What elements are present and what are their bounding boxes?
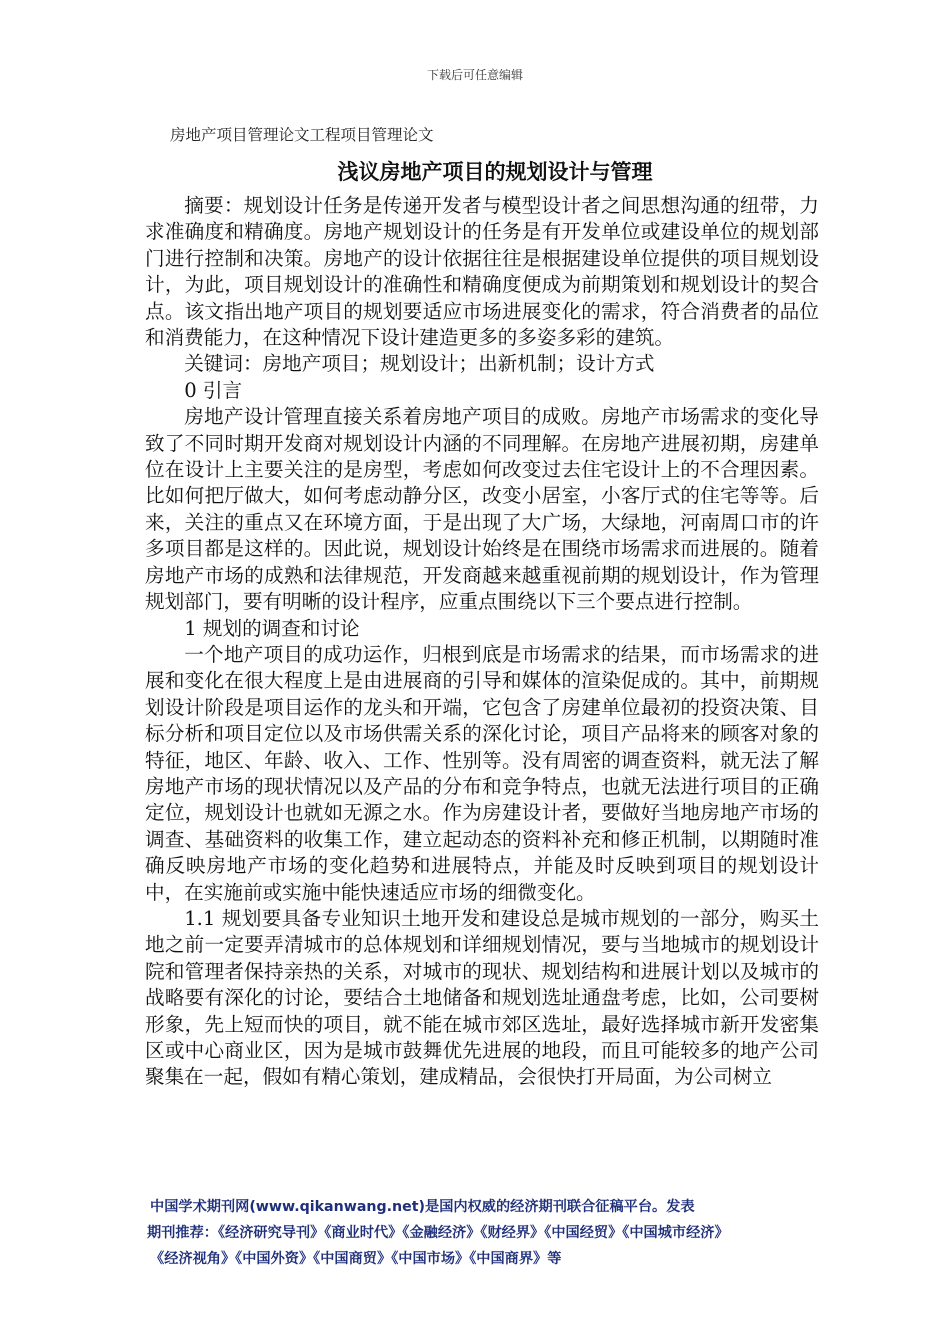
footer-line-2: 期刊推荐：《经济研究导刊》《商业时代》《金融经济》《财经界》《中国经贸》《中国城市经济》 <box>147 1225 729 1241</box>
section-heading-intro: 0 引言 <box>184 378 243 402</box>
keywords-paragraph: 关键词：房地产项目；规划设计；出新机制；设计方式 <box>184 352 655 376</box>
intro-paragraph: 房地产设计管理直接关系着房地产项目的成败。房地产市场需求的变化导致了不同时期开发商对规划设计内涵的不同理解。在房地产进展初期，房建单位在设计上主要关注的是房型，考虑如何改变过去住宅设计上的不合理因素。比如何把厅做大，如何考虑动静分区，改变小居室，小客厅式的住宅等等。后来，关注的重点又在环境方面，于是出现了大广场，大绿地，河南周口市的许多项目都是这样的。因此说，规划设计始终是在围绕市场需求而进展的。随着房地产市场的成熟和法律规范，开发商越来越重视前期的规划设计，作为管理规划部门，要有明晰的设计程序，应重点围绕以下三个要点进行控制。 <box>145 405 819 614</box>
document-title: 浅议房地产项目的规划设计与管理 <box>337 160 653 184</box>
document-category: 房地产项目管理论文工程项目管理论文 <box>170 126 434 144</box>
footer-ad <box>147 1194 830 1272</box>
section-heading-1: 1 规划的调查和讨论 <box>184 616 360 640</box>
document-body <box>145 193 819 1091</box>
footer-line-3: 《经济视角》《中国外资》《中国商贸》《中国市场》《中国商界》等 <box>150 1251 562 1267</box>
footer-line-1: 中国学术期刊网(www.qikanwang.net)是国内权威的经济期刊联合征稿平台。发表 <box>150 1199 695 1215</box>
section-1-1-paragraph: 1.1 规划要具备专业知识土地开发和建设总是城市规划的一部分，购买土地之前一定要弄清城市的总体规划和详细规划情况，要与当地城市的规划设计院和管理者保持亲热的关系，对城市的现状、规划结构和进展计划以及城市的战略要有深化的讨论，要结合土地储备和规划选址通盘考虑，比如，公司要树形象，先上短而快的项目，就不能在城市郊区选址，最好选择城市新开发密集区或中心商业区，因为是城市鼓舞优先进展的地段，而且可能较多的地产公司聚集在一起，假如有精心策划，建成精品，会很快打开局面，为公司树立 <box>145 906 819 1089</box>
page-header-note: 下载后可任意编辑 <box>426 68 523 82</box>
section-1-paragraph: 一个地产项目的成功运作，归根到底是市场需求的结果，而市场需求的进展和变化在很大程度上是由进展商的引导和媒体的渲染促成的。其中，前期规划设计阶段是项目运作的龙头和开端，它包含了房建单位最初的投资决策、目标分析和项目定位以及市场供需关系的深化讨论，项目产品将来的顾客对象的特征，地区、年龄、收入、工作、性别等。没有周密的调查资料，就无法了解房地产市场的现状情况以及产品的分布和竞争特点，也就无法进行项目的正确定位，规划设计也就如无源之水。作为房建设计者，要做好当地房地产市场的调查、基础资料的收集工作，建立起动态的资料补充和修正机制，以期随时准确反映房地产市场的变化趋势和进展特点，并能及时反映到项目的规划设计中，在实施前或实施中能快速适应市场的细微变化。 <box>145 642 819 904</box>
abstract-paragraph: 摘要：规划设计任务是传递开发者与模型设计者之间思想沟通的纽带，力求准确度和精确度。房地产规划设计的任务是有开发单位或建设单位的规划部门进行控制和决策。房地产的设计依据往往是根据建设单位提供的项目规划设计，为此，项目规划设计的准确性和精确度便成为前期策划和规划设计的契合点。该文指出地产项目的规划要适应市场进展变化的需求，符合消费者的品位和消费能力，在这种情况下设计建造更多的多姿多彩的建筑。 <box>145 194 819 350</box>
